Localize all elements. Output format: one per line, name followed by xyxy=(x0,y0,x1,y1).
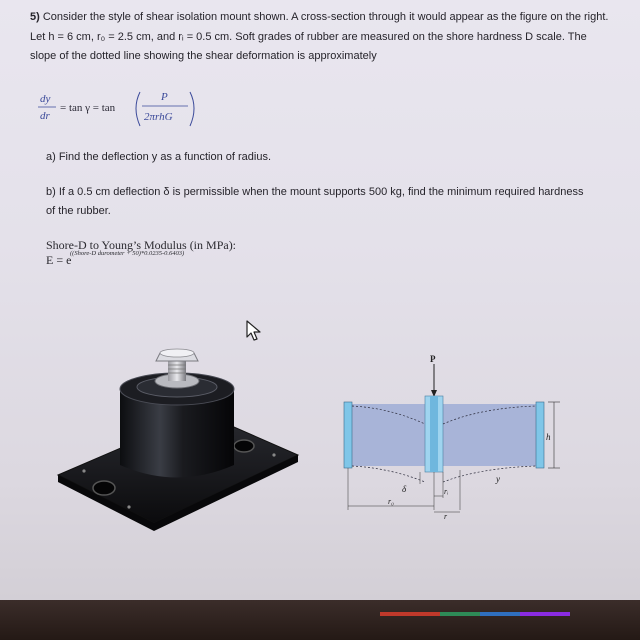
outer-wall-right xyxy=(536,402,544,468)
problem-body: Consider the style of shear isolation mount shown. A cross-section through it would appear as the figure on the right. Let h = 6 cm, r₀ = 2.5 cm, and rᵢ = 0.5 cm. Soft grades of rubber are measured on the shore hardness D scale. The slope of the dotted line showing the shear deformation is approximately xyxy=(30,11,609,62)
label-ro: r₀ xyxy=(388,497,394,506)
part-a-text: a) Find the deflection y as a function of radius. xyxy=(46,151,272,163)
deformation-curve-bottom xyxy=(352,466,425,482)
shore-title: Shore-D to Young’s Modulus (in MPa): xyxy=(46,238,237,252)
plate-rivet-2 xyxy=(127,505,130,508)
taskbar-app-strip-2 xyxy=(440,612,480,616)
plate-hole-right xyxy=(234,440,254,452)
label-y: y xyxy=(496,474,500,484)
taskbar xyxy=(0,600,640,640)
label-load-p: P xyxy=(430,354,436,364)
formula-middle: = tan γ = tan xyxy=(60,102,116,114)
formula-right-paren xyxy=(190,92,194,126)
problem-statement xyxy=(30,8,610,67)
outer-wall-left xyxy=(344,402,352,468)
label-delta: δ xyxy=(402,484,407,494)
plate-hole-front xyxy=(93,481,115,495)
bolt-shaft xyxy=(168,361,186,381)
inner-shaft-core xyxy=(430,396,438,472)
shore-equation xyxy=(46,250,236,268)
formula-denominator: 2πrhG xyxy=(144,111,173,123)
bolt-top xyxy=(160,349,194,357)
shore-eq-base: E = e xyxy=(46,253,72,267)
part-b-text: b) If a 0.5 cm deflection δ is permissible when the mount supports 500 kg, find the minimum required hardness of the rubber. xyxy=(46,186,584,217)
label-r: r xyxy=(444,512,448,520)
formula-lhs-numerator: dy xyxy=(40,93,51,105)
slope-formula xyxy=(28,84,228,134)
taskbar-app-strip-1 xyxy=(380,612,440,616)
isolation-mount-illustration xyxy=(54,345,304,535)
taskbar-app-strip-4 xyxy=(520,612,570,616)
problem-number: 5) xyxy=(30,11,40,23)
plate-rivet xyxy=(82,469,85,472)
formula-numerator: P xyxy=(161,91,168,103)
formula-left-paren xyxy=(136,92,140,126)
taskbar-app-strip-3 xyxy=(480,612,520,616)
rubber-section xyxy=(346,404,542,466)
cross-section-diagram xyxy=(330,350,570,520)
shore-conversion xyxy=(46,238,236,268)
label-ri: rᵢ xyxy=(444,487,449,496)
formula-lhs-denominator: dr xyxy=(40,110,50,122)
label-height-h: h xyxy=(546,432,551,442)
deformation-curve-bottom-right xyxy=(443,466,536,482)
plate-rivet-3 xyxy=(272,453,275,456)
mouse-pointer-icon xyxy=(246,320,262,342)
shore-eq-exponent: ((Shore-D durometer + 50)*0.0235-0.6403) xyxy=(70,250,185,257)
